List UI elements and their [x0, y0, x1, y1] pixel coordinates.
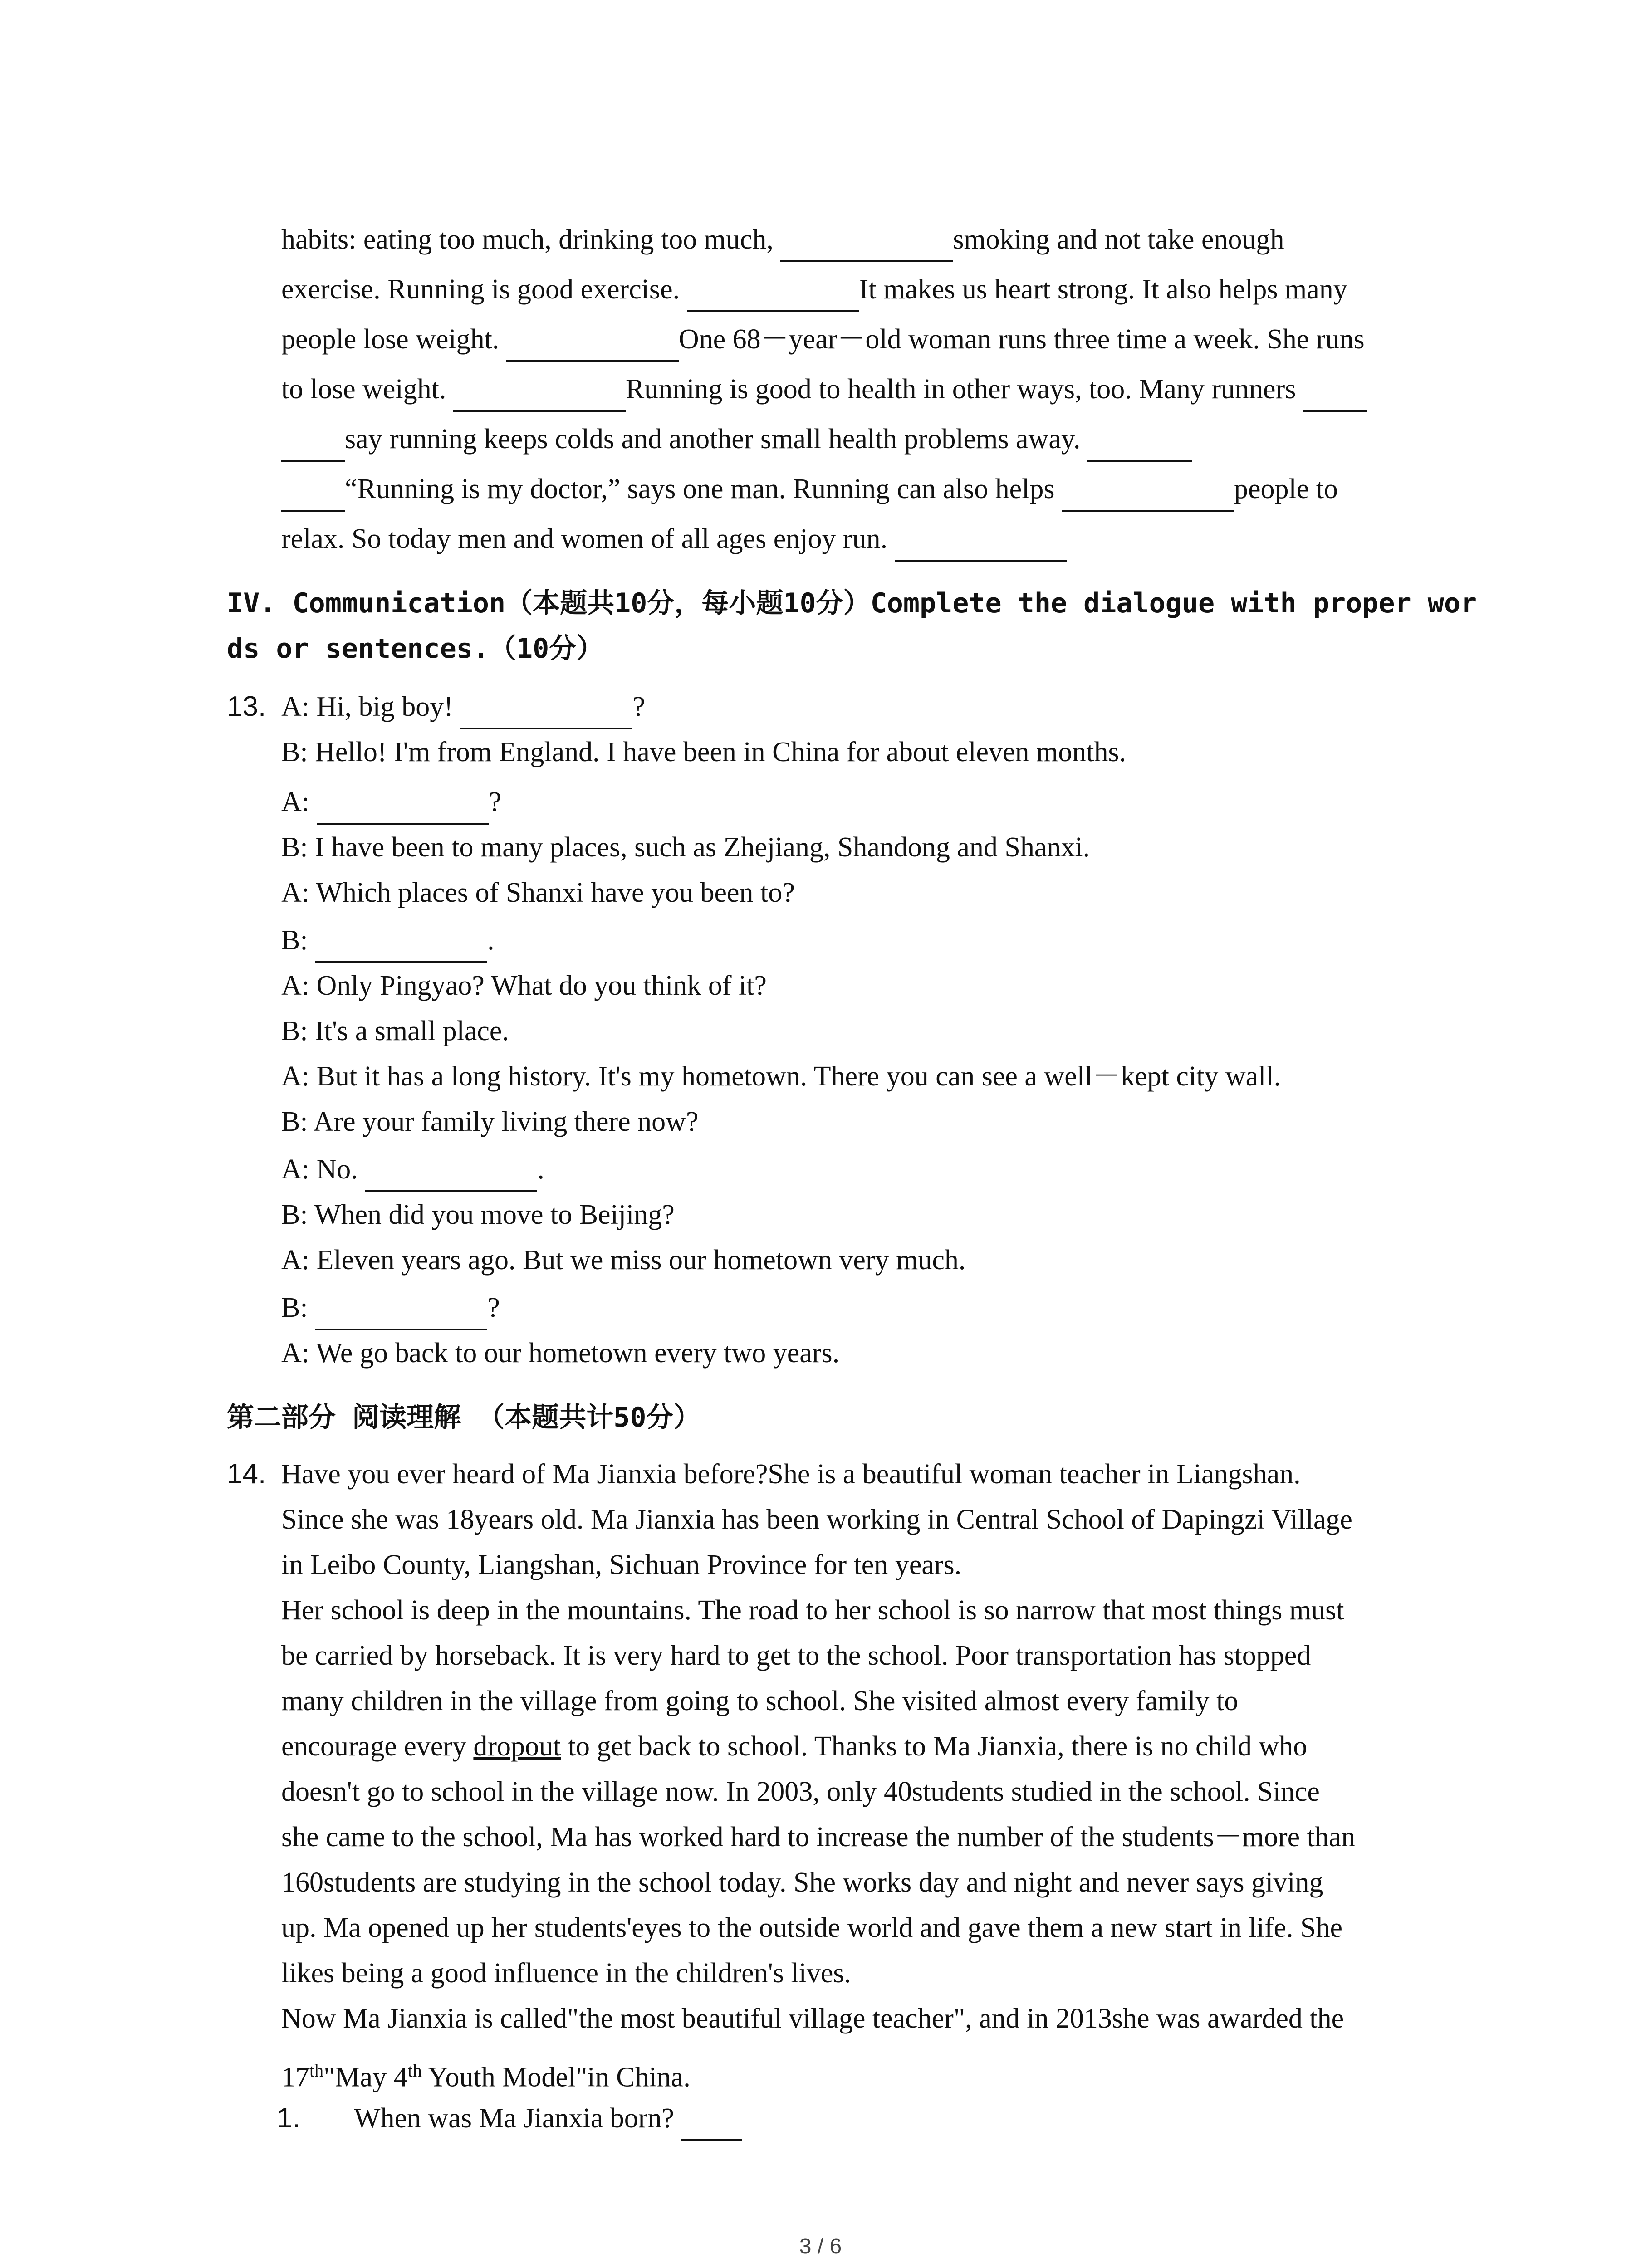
reading-line: 160students are studying in the school today. She works day and night and never says giving	[281, 1867, 1323, 1898]
dialogue-line: A: Only Pingyao? What do you think of it?	[281, 970, 767, 1001]
section-heading: IV. Communication（本题共10分，每小题10分）Complete the dialogue with proper wor	[227, 587, 1477, 619]
passage-line-4: to lose weight. Running is good to health in other ways, too. Many runners	[281, 367, 1367, 412]
part-heading: 第二部分 阅读理解 （本题共计50分）	[227, 1402, 701, 1433]
answer-blank[interactable]	[315, 929, 487, 963]
answer-blank[interactable]	[687, 279, 859, 312]
underlined-word: dropout	[473, 1731, 561, 1762]
answer-blank[interactable]	[1303, 378, 1367, 412]
reading-line: 17th"May 4th Youth Model"in China.	[281, 2060, 691, 2093]
dialogue-line: A: Hi, big boy! ?	[281, 684, 645, 729]
answer-blank[interactable]	[317, 791, 489, 825]
dialogue-line: A: No. .	[281, 1147, 544, 1192]
answer-blank[interactable]	[895, 528, 1067, 562]
answer-blank[interactable]	[365, 1158, 537, 1192]
subquestion-number: 1.	[277, 2102, 300, 2134]
dialogue-line: B: It's a small place.	[281, 1016, 509, 1046]
page-number: 3 / 6	[799, 2234, 842, 2258]
reading-line: she came to the school, Ma has worked hard to increase the number of the students－more than	[281, 1822, 1356, 1853]
answer-blank[interactable]	[1087, 428, 1192, 462]
reading-line: be carried by horseback. It is very hard to get to the school. Poor transportation has stopped	[281, 1640, 1311, 1671]
dialogue-line: B: Hello! I'm from England. I have been in China for about eleven months.	[281, 737, 1127, 767]
reading-line: Now Ma Jianxia is called"the most beautiful village teacher", and in 2013she was awarded the	[281, 2003, 1344, 2034]
dialogue-line: A: ?	[281, 779, 501, 825]
passage-line-3: people lose weight. One 68－year－old woman runs three time a week. She runs	[281, 317, 1365, 362]
dialogue-line: A: We go back to our hometown every two years.	[281, 1338, 840, 1369]
dialogue-line: B: ?	[281, 1285, 500, 1330]
reading-line: many children in the village from going to school. She visited almost every family to	[281, 1686, 1239, 1716]
answer-blank[interactable]	[1062, 478, 1234, 512]
dialogue-line: B: When did you move to Beijing?	[281, 1199, 675, 1230]
reading-line: encourage every dropout to get back to school. Thanks to Ma Jianxia, there is no child who	[281, 1731, 1308, 1762]
answer-blank[interactable]	[281, 428, 345, 462]
passage-line-5: say running keeps colds and another small health problems away.	[281, 416, 1192, 462]
answer-blank[interactable]	[681, 2107, 742, 2141]
passage-line-1: habits: eating too much, drinking too much, smoking and not take enough	[281, 217, 1284, 262]
question-number: 14.	[227, 1458, 266, 1490]
answer-blank[interactable]	[460, 696, 632, 729]
reading-line: doesn't go to school in the village now. In 2003, only 40students studied in the school. Since	[281, 1776, 1320, 1807]
dialogue-line: B: Are your family living there now?	[281, 1106, 699, 1137]
reading-line: up. Ma opened up her students'eyes to the outside world and gave them a new start in life. She	[281, 1912, 1343, 1943]
dialogue-line: A: Eleven years ago. But we miss our hometown very much.	[281, 1245, 966, 1276]
section-heading-cont: ds or sentences.（10分）	[227, 633, 604, 665]
answer-blank[interactable]	[506, 328, 679, 362]
answer-blank[interactable]	[281, 478, 345, 512]
dialogue-line: A: But it has a long history. It's my hometown. There you can see a well－kept city wall.	[281, 1061, 1281, 1092]
reading-line: Her school is deep in the mountains. The road to her school is so narrow that most things must	[281, 1595, 1344, 1626]
dialogue-line: A: Which places of Shanxi have you been to?	[281, 877, 795, 908]
answer-blank[interactable]	[780, 229, 953, 262]
passage-line-2: exercise. Running is good exercise. It makes us heart strong. It also helps many	[281, 267, 1347, 312]
answer-blank[interactable]	[453, 378, 626, 412]
answer-blank[interactable]	[315, 1297, 487, 1330]
reading-line: in Leibo County, Liangshan, Sichuan Province for ten years.	[281, 1549, 962, 1580]
question-number: 13.	[227, 691, 266, 722]
reading-line: Since she was 18years old. Ma Jianxia has been working in Central School of Dapingzi Village	[281, 1504, 1352, 1535]
passage-line-6: “Running is my doctor,” says one man. Running can also helps people to	[281, 466, 1338, 512]
reading-line: Have you ever heard of Ma Jianxia before?She is a beautiful woman teacher in Liangshan.	[281, 1459, 1301, 1490]
reading-line: likes being a good influence in the children's lives.	[281, 1958, 852, 1989]
subquestion: When was Ma Jianxia born?	[354, 2096, 742, 2141]
dialogue-line: B: I have been to many places, such as Zhejiang, Shandong and Shanxi.	[281, 832, 1090, 863]
passage-line-7: relax. So today men and women of all ages enjoy run.	[281, 516, 1067, 562]
dialogue-line: B: .	[281, 918, 495, 963]
